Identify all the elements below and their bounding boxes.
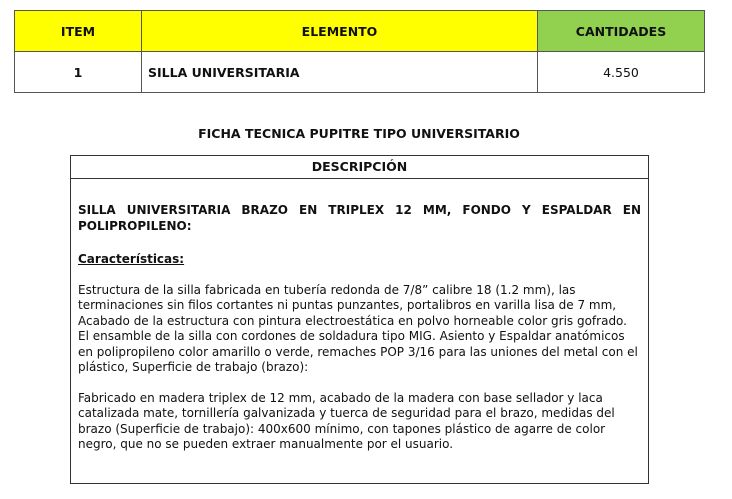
description-box	[70, 155, 649, 484]
cell-cantidades: 4.550	[538, 52, 705, 93]
table-header-row	[15, 11, 705, 52]
description-header: DESCRIPCIÓN	[71, 156, 648, 179]
header-elemento: ELEMENTO	[142, 11, 538, 52]
paragraph-work-surface: Fabricado en madera triplex de 12 mm, acabado de la madera con base sellador y laca catalizada mate, tornillería galvanizada y tuerca de seguridad para el brazo, medidas del brazo (Superficie de trabajo): 400x600 mínimo, con tapones plástico de agarre de color negro, que no se pueden extraer manualmente por el usuario.	[78, 390, 615, 451]
product-subtitle: SILLA UNIVERSITARIA BRAZO EN TRIPLEX 12 MM, FONDO Y ESPALDAR EN POLIPROPILENO:	[78, 203, 641, 233]
sheet-title: FICHA TECNICA PUPITRE TIPO UNIVERSITARIO	[198, 126, 520, 141]
description-body	[71, 203, 648, 453]
caracteristicas-label: Características:	[78, 252, 185, 266]
paragraph-structure: Estructura de la silla fabricada en tubería redonda de 7/8” calibre 18 (1.2 mm), las terminaciones sin filos cortantes ni puntas punzantes, portalibros en varilla lisa de 7 mm, Acabado de la estructura con pintura electroestática en polvo horneable color gris gofrado. El ensamble de la silla con cordones de soldadura tipo MIG. Asiento y Espaldar anatómicos en polipropileno color amarillo o verde, remaches POP 3/16 para las uniones del metal con el plástico, Superficie de trabajo (brazo):	[78, 282, 638, 374]
header-item: ITEM	[15, 11, 142, 52]
table-row	[15, 52, 705, 93]
cell-item: 1	[15, 52, 142, 93]
header-cantidades: CANTIDADES	[538, 11, 705, 52]
cell-elemento: SILLA UNIVERSITARIA	[142, 52, 538, 93]
items-table	[14, 10, 705, 93]
